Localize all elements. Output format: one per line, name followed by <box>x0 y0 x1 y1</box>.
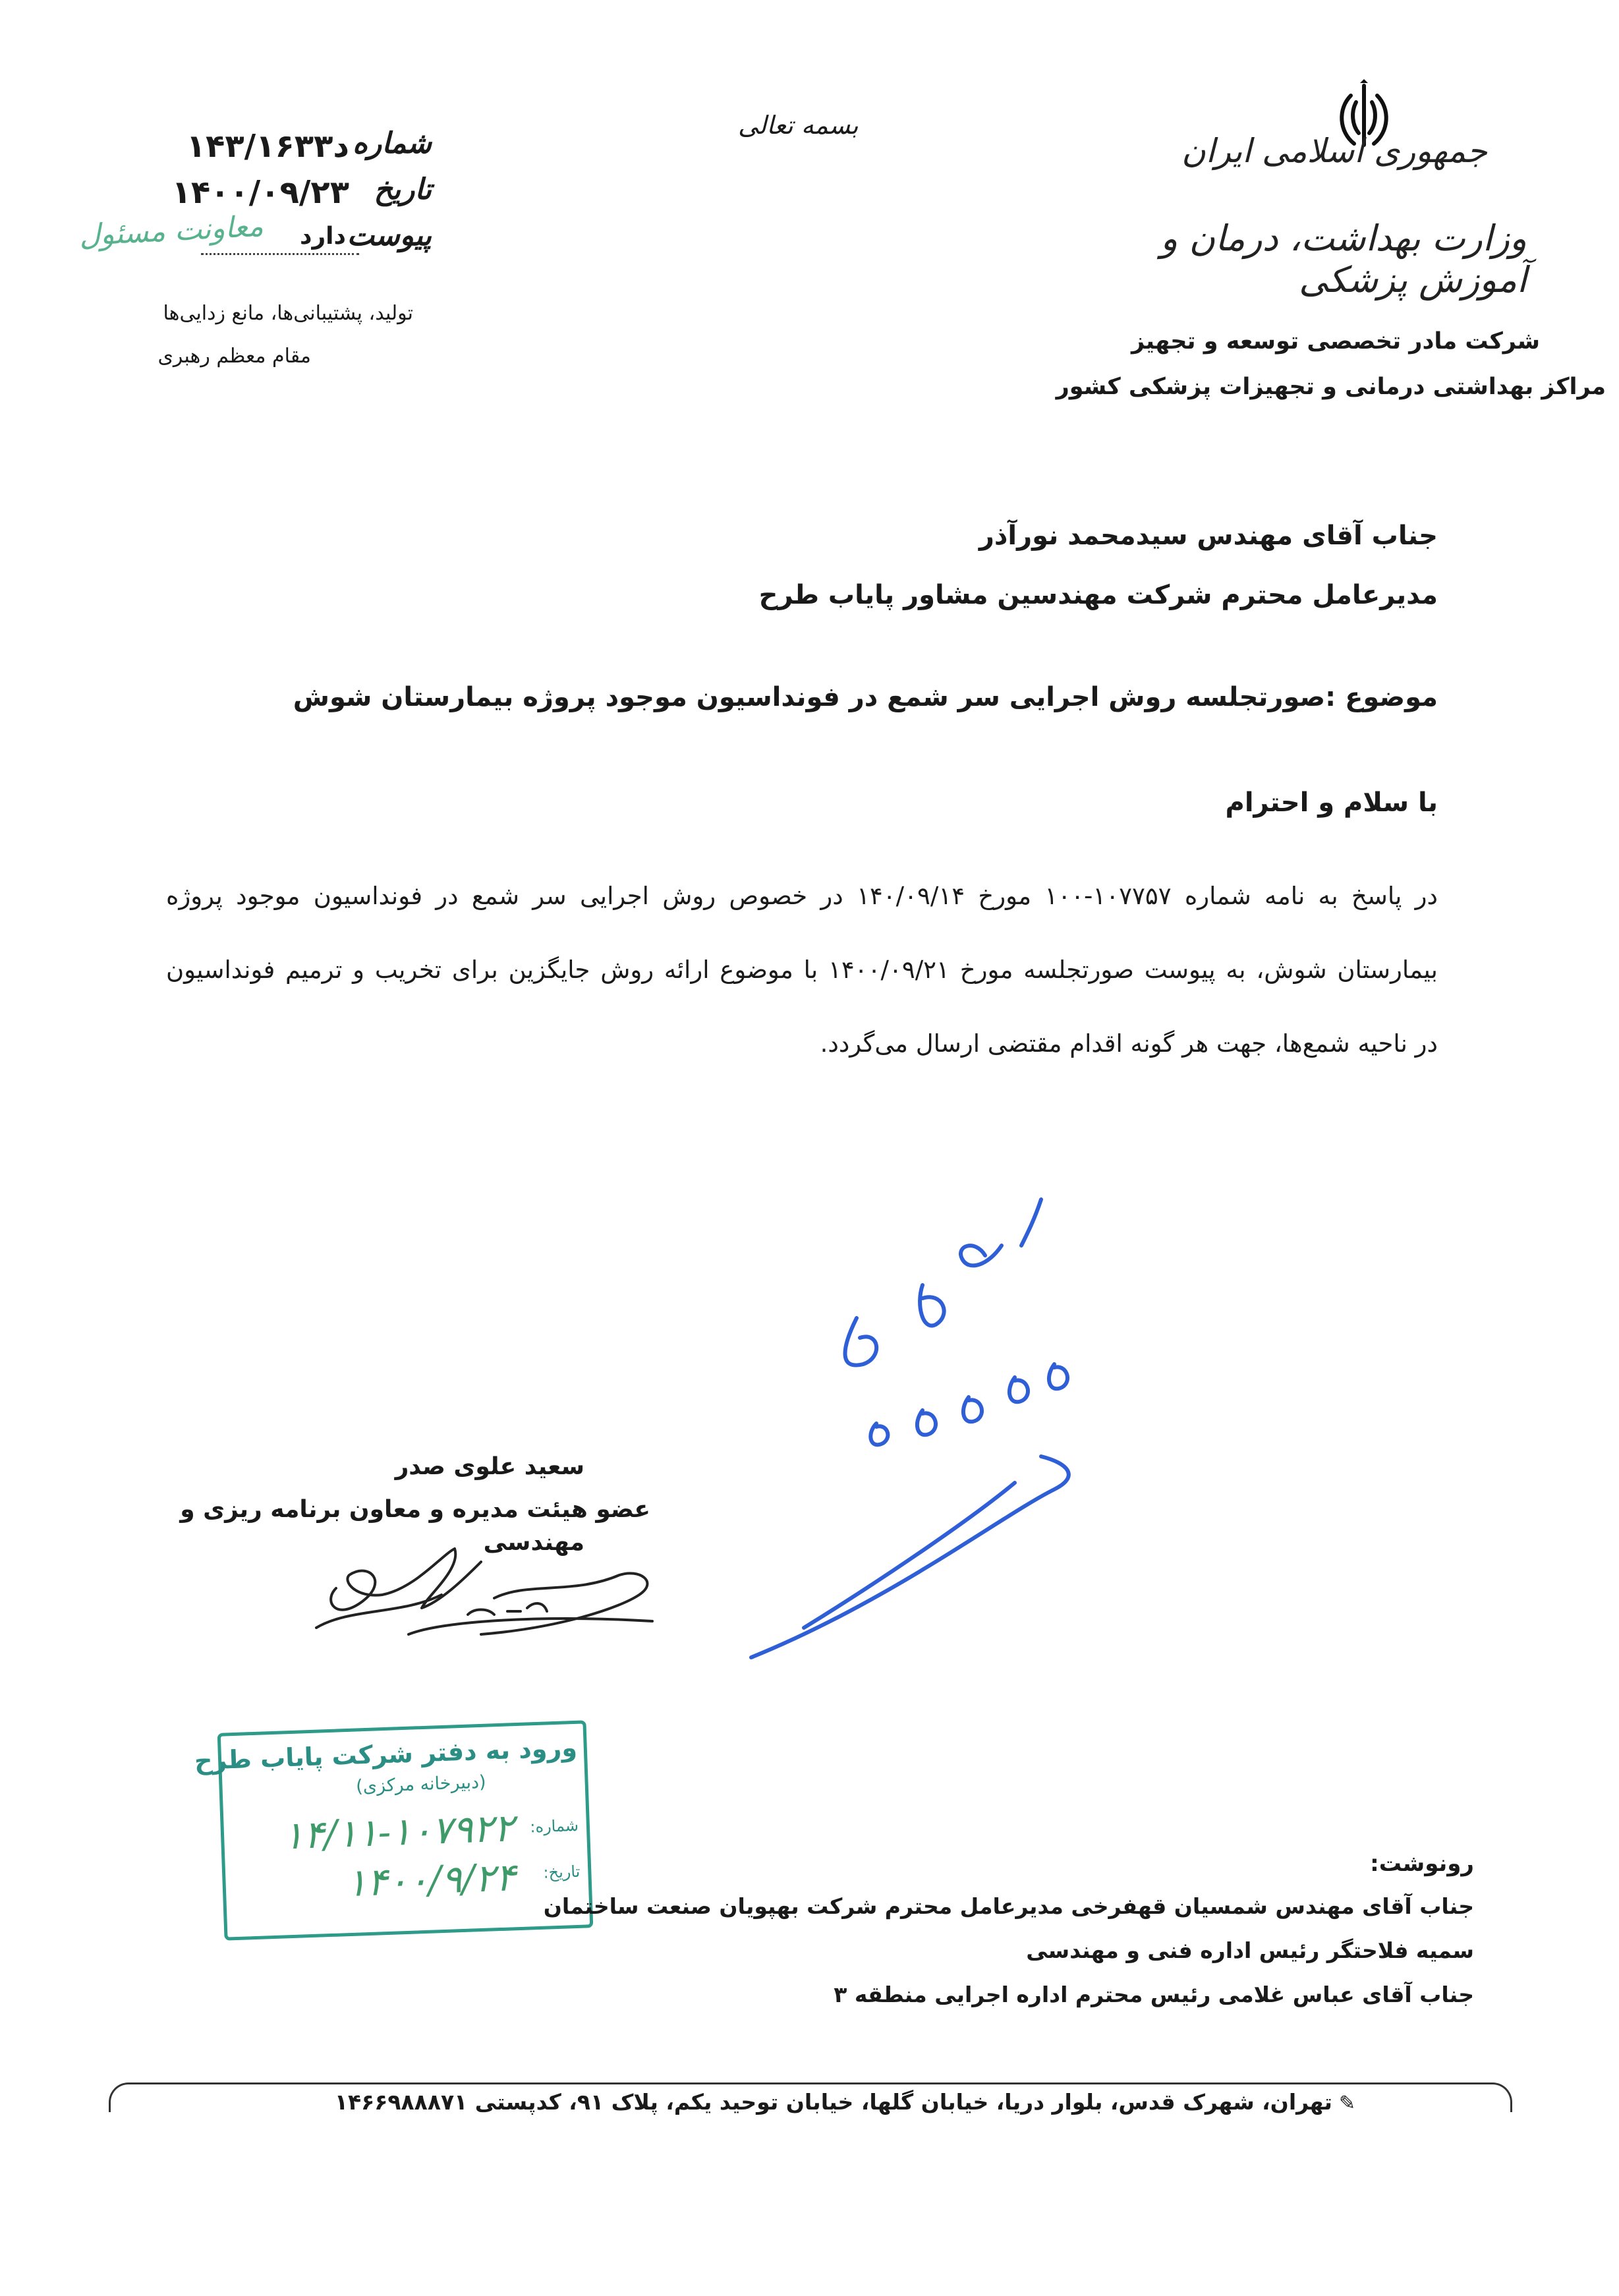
letter-subject: موضوع :صورتجلسه روش اجرایی سر شمع در فونداسیون موجود پروژه بیمارستان شوش <box>293 682 1438 712</box>
letter-number-row <box>155 127 432 175</box>
bismillah-heading: بسمه تعالی <box>738 111 859 140</box>
greeting: با سلام و احترام <box>1225 788 1438 818</box>
stamp-title: ورود به دفتر شرکت پایاب طرح <box>194 1733 578 1776</box>
stamp-date-label: تاریخ: <box>543 1862 581 1882</box>
stamp-date-value: ۱۴۰۰/۹/۲۴ <box>345 1854 517 1906</box>
received-stamp <box>194 1720 594 1940</box>
cc-item: جناب آقای مهندس شمسیان قهفرخی مدیرعامل محترم شرکت بهپویان صنعت ساختمان <box>543 1893 1474 1919</box>
organization-name-line2: مراکز بهداشتی درمانی و تجهیزات پزشکی کشور <box>1056 374 1606 400</box>
slogan-text: تولید، پشتیبانی‌ها، مانع زدایی‌ها <box>163 302 413 325</box>
body-paragraph-line: در پاسخ به نامه شماره ١٠٧٧۵٧-١٠٠ مورخ ١۴٠/٠٩/١۴ در خصوص روش اجرایی سر شمع در فونداسیون موجود پروژه <box>166 882 1438 910</box>
attachment-dotted-line <box>201 253 359 255</box>
body-paragraph-line: در ناحیه شمع‌ها، جهت هر گونه اقدام مقتضی ارسال می‌گردد. <box>820 1029 1438 1058</box>
handwritten-green-note: معاونت مسئول <box>78 209 264 253</box>
ministry-name-line2: وزارت بهداشت، درمان و آموزش پزشکی <box>1160 217 1527 301</box>
letter-date-label: تاریخ <box>374 173 432 206</box>
cc-item: جناب آقای عباس غلامی رئیس محترم اداره اجرایی منطقه ٣ <box>834 1982 1474 2007</box>
stamp-number-value: ۱۴/۱۱-۱۰۷۹۲۲ <box>282 1805 515 1858</box>
stamp-number-label: شماره: <box>529 1816 579 1837</box>
letter-number-label: شماره <box>352 127 432 160</box>
footer-address <box>335 2089 1355 2115</box>
letter-date-value: ١۴٠٠/٠٩/٢٣ <box>171 174 349 211</box>
ministry-name-line1: جمهوری اسلامی ایران <box>1181 132 1487 170</box>
body-paragraph-line: بیمارستان شوش، به پیوست صورتجلسه مورخ ١۴٠٠/٠٩/٢١ با موضوع ارائه روش جایگزین برای تخریب و ترمیم فونداسیون <box>166 956 1438 984</box>
cc-heading: رونوشت: <box>1370 1851 1474 1877</box>
signer-title-line1: عضو هیئت مدیره و معاون برنامه ریزی و <box>180 1496 650 1523</box>
organization-name-line1: شرکت مادر تخصصی توسعه و تجهیز <box>1131 328 1540 355</box>
letter-attachment-label: پیوست <box>347 219 432 252</box>
footer-address-text: تهران، شهرک قدس، بلوار دریا، خیابان گلها، خیابان توحید یکم، پلاک ۹۱، کدپستی ۱۴۶۶۹۸۸۸۷۱ <box>334 2089 1332 2115</box>
stamp-subtitle: (دبیرخانه مرکزی) <box>355 1771 487 1797</box>
cc-item: سمیه فلاحتگر رئیس اداره فنی و مهندسی <box>1026 1937 1474 1963</box>
letter-attachment-value: دارد <box>299 223 346 250</box>
recipient-name: جناب آقای مهندس سیدمحمد نورآذر <box>979 521 1438 551</box>
signer-name: سعید علوی صدر <box>395 1453 584 1480</box>
handwritten-signature <box>310 1535 679 1648</box>
pen-icon: ✎ <box>1338 2092 1355 2115</box>
handwritten-referral-mark <box>725 1173 1094 1687</box>
letter-number-value: د١۴٣/١۶٣٣ <box>186 128 349 165</box>
signer-title-line2: مهندسی <box>483 1529 584 1556</box>
slogan-attribution: مقام معظم رهبری <box>157 345 311 368</box>
recipient-title: مدیرعامل محترم شرکت مهندسین مشاور پایاب طرح <box>758 580 1438 610</box>
